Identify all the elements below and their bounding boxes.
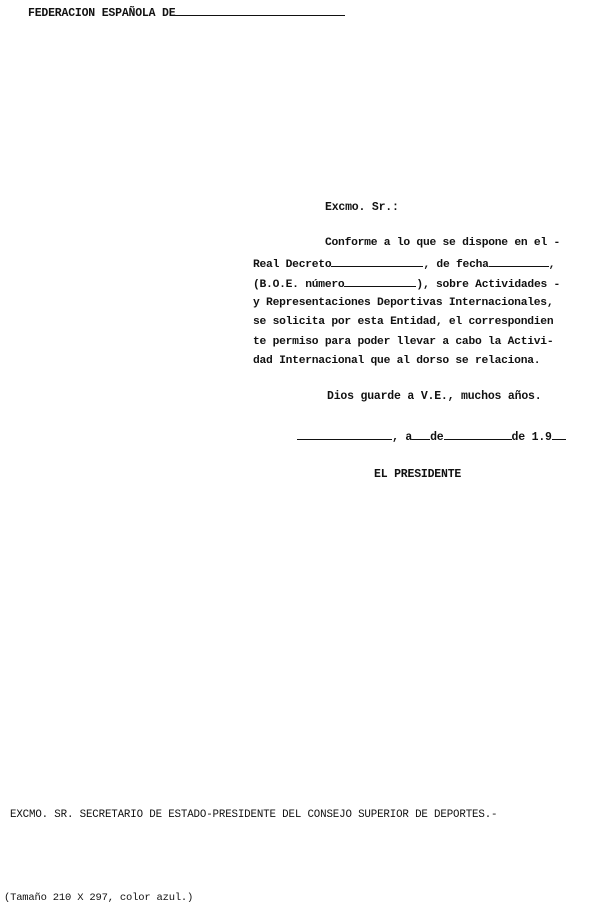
salutation: Excmo. Sr.: xyxy=(325,201,399,214)
size-note: (Tamaño 210 X 297, color azul.) xyxy=(4,892,194,904)
body-line-6-text: te permiso para poder llevar a cabo la Activi- xyxy=(253,336,554,348)
boe-label: (B.O.E. número xyxy=(253,279,345,291)
date-line xyxy=(297,430,566,445)
body-line-4-text: y Representaciones Deportivas Internacionales, xyxy=(253,297,554,309)
place-blank xyxy=(297,430,392,440)
body-line-5-text: se solicita por esta Entidad, el correspondien xyxy=(253,316,554,328)
date-a-label: , a xyxy=(392,431,413,444)
month-blank xyxy=(444,430,512,440)
body-line-7-text: dad Internacional que al dorso se relaciona. xyxy=(253,355,541,367)
decreto-blank xyxy=(331,257,423,267)
closing: Dios guarde a V.E., muchos años. xyxy=(327,390,542,403)
body-line-7 xyxy=(253,354,593,368)
fecha-label: , de fecha xyxy=(423,259,489,271)
body-line-2 xyxy=(253,257,593,272)
signature: EL PRESIDENTE xyxy=(374,468,462,481)
real-decreto-label: Real Decreto xyxy=(253,259,332,271)
body-line-1-text: Conforme a lo que se dispone en el - xyxy=(325,237,561,249)
body-line-5 xyxy=(253,315,593,329)
body-line-4 xyxy=(253,296,593,310)
year-blank xyxy=(552,430,566,440)
federacion-blank xyxy=(175,6,345,16)
body-line-1 xyxy=(325,236,595,250)
federacion-header xyxy=(28,6,345,21)
body-line-3 xyxy=(253,277,593,292)
fecha-blank xyxy=(489,257,549,267)
boe-blank xyxy=(344,277,416,287)
addressee: EXCMO. SR. SECRETARIO DE ESTADO-PRESIDENTE DEL CONSEJO SUPERIOR DE DEPORTES.- xyxy=(10,809,498,821)
date-de2-label: de 1.9 xyxy=(511,431,552,444)
sobre-actividades: ), sobre Actividades - xyxy=(416,279,561,291)
body-line-6 xyxy=(253,335,593,349)
federacion-label: FEDERACION ESPAÑOLA DE xyxy=(28,7,176,20)
fecha-comma: , xyxy=(548,259,556,271)
day-blank xyxy=(412,430,430,440)
date-de1-label: de xyxy=(430,431,444,444)
